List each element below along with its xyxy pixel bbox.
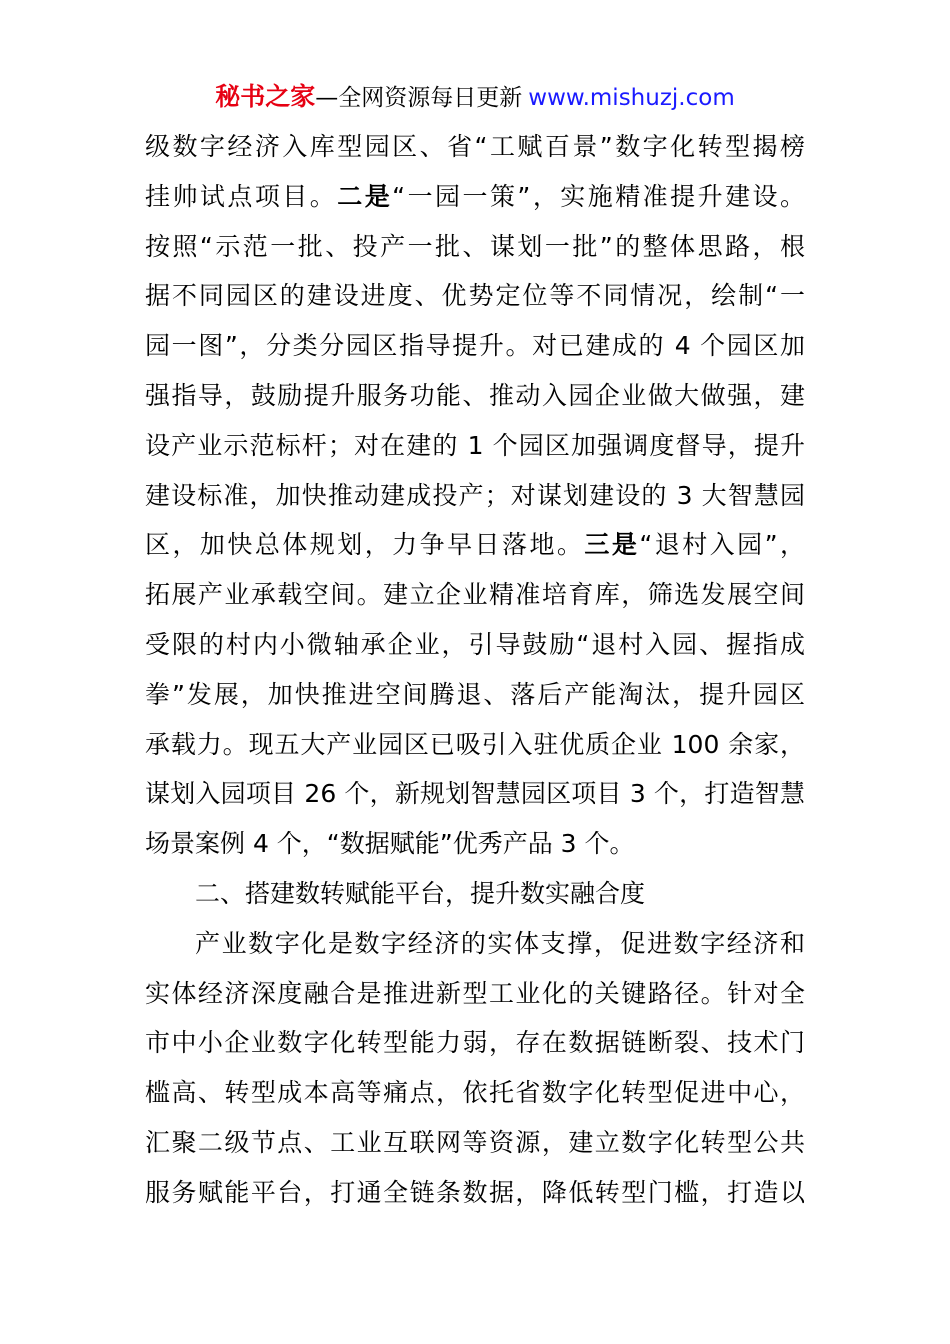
text-segment: 拓展产业承载空间。建立企业精准培育库，筛选发展空间 [145,580,805,610]
text-segment: 服务赋能平台，打通全链条数据，降低转型门槛，打造以 [145,1177,805,1207]
text-segment: “退村入园”， [639,530,805,560]
text-line [145,1018,805,1068]
text-segment: 园一图”，分类分园区指导提升。对已建成的 4 个园区加 [145,331,805,361]
text-segment: 谋划入园项目 26 个，新规划智慧园区项目 3 个，打造智慧 [145,779,805,809]
text-segment: 建设标准，加快推动建成投产；对谋划建设的 3 大智慧园 [145,480,805,510]
text-segment: 场景案例 4 个，“数据赋能”优秀产品 3 个。 [145,829,635,859]
text-segment: “一园一策”，实施精准提升建设。 [392,181,805,211]
text-segment: 受限的村内小微轴承企业，引导鼓励“退村入园、握指成 [145,629,805,659]
body-text [145,122,805,1218]
page-header [0,80,950,115]
text-line [145,1118,805,1168]
emphasis-text: 三是 [584,530,640,560]
text-line [145,1068,805,1118]
text-segment: 按照“示范一批、投产一批、谋划一批”的整体思路，根 [145,231,805,261]
text-line [145,321,805,371]
text-segment: 市中小企业数字化转型能力弱，存在数据链断裂、技术门 [145,1028,805,1058]
brand-name: 秘书之家 [215,82,316,111]
text-line [145,919,805,969]
text-segment: 强指导，鼓励提升服务功能、推动入园企业做大做强，建 [145,380,805,410]
text-segment: 承载力。现五大产业园区已吸引入驻优质企业 100 余家， [145,729,805,759]
header-tagline: —全网资源每日更新 [315,85,523,111]
text-line [145,371,805,421]
text-segment: 拳”发展，加快推进空间腾退、落后产能淘汰，提升园区 [145,679,805,709]
text-segment: 区，加快总体规划，力争早日落地。 [145,530,585,560]
text-line [145,570,805,620]
site-url-link[interactable]: www.mishuzj.com [528,85,735,111]
text-line [145,122,805,172]
text-segment: 槛高、转型成本高等痛点，依托省数字化转型促进中心， [145,1078,805,1108]
text-segment: 挂帅试点项目。 [145,181,338,211]
text-line [145,1168,805,1218]
text-line [145,471,805,521]
text-line [145,720,805,770]
text-segment: 级数字经济入库型园区、省“工赋百景”数字化转型揭榜 [145,132,805,161]
text-line [145,222,805,272]
emphasis-text: 二是 [337,181,393,211]
text-segment: 据不同园区的建设进度、优势定位等不同情况，绘制“一 [145,281,805,311]
text-segment: 设产业示范标杆；对在建的 1 个园区加强调度督导，提升 [145,430,805,460]
text-line [145,421,805,471]
text-line [145,620,805,670]
section-heading [145,869,805,919]
text-segment: 实体经济深度融合是推进新型工业化的关键路径。针对全 [145,978,805,1008]
text-line [145,172,805,222]
text-line [145,819,805,869]
text-line [145,769,805,819]
text-segment: 汇聚二级节点、工业互联网等资源，建立数字化转型公共 [145,1127,805,1157]
text-line [145,969,805,1019]
text-line [145,670,805,720]
text-line [145,271,805,321]
section-heading-text: 二、搭建数转赋能平台，提升数实融合度 [195,878,646,908]
text-line [145,520,805,570]
text-segment: 产业数字化是数字经济的实体支撑，促进数字经济和 [195,928,805,958]
